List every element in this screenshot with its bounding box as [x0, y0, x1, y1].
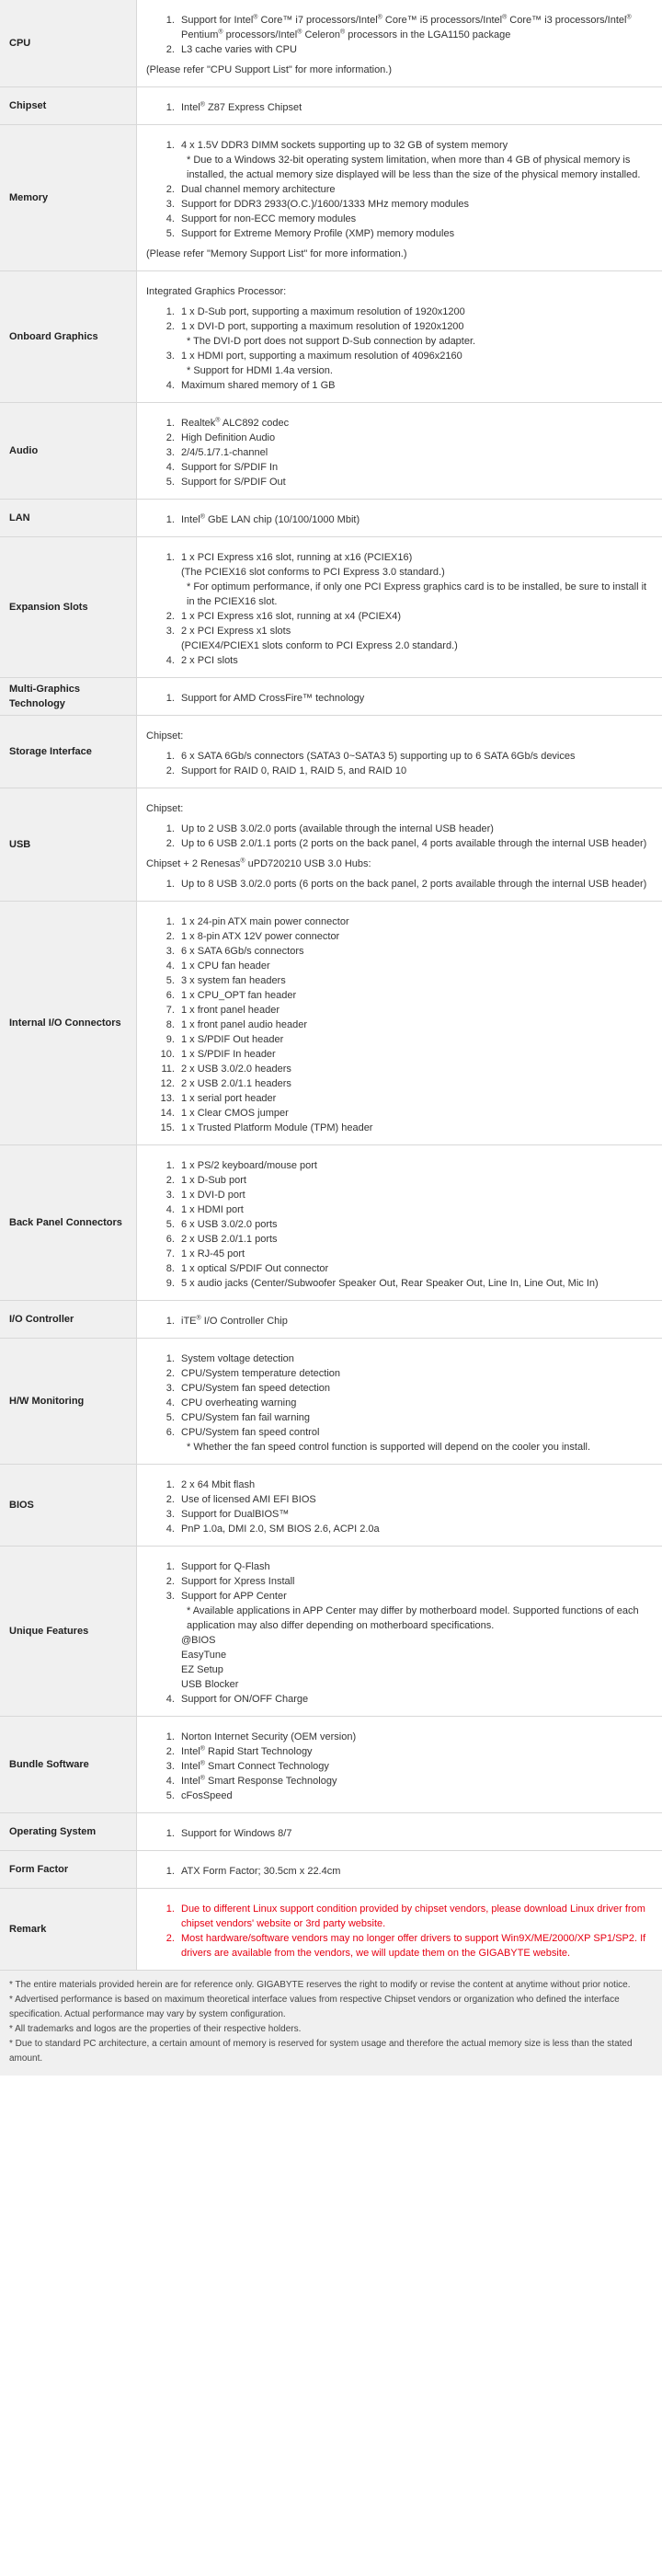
spec-paragraph: Integrated Graphics Processor:: [146, 286, 287, 297]
spec-list-item: 4. PnP 1.0a, DMI 2.0, SM BIOS 2.6, ACPI 2.0a: [177, 1522, 651, 1536]
spec-row-audio: [0, 403, 662, 500]
spec-list-item: 6. CPU/System fan speed control * Whether the fan speed control function is supported will depend on the cooler you install.: [177, 1425, 651, 1455]
spec-list: [146, 305, 651, 393]
footnote: * All trademarks and logos are the properties of their respective holders.: [9, 2024, 302, 2034]
spec-list-item: 4. Maximum shared memory of 1 GB: [177, 378, 651, 393]
spec-list-item: 6. 2 x USB 2.0/1.1 ports: [177, 1232, 651, 1247]
spec-value-bios: [137, 1465, 662, 1547]
spec-list-item: 2. 1 x 8-pin ATX 12V power connector: [177, 929, 651, 944]
spec-row-onboard-graphics: [0, 271, 662, 403]
spec-list-item: 7. 1 x RJ-45 port: [177, 1247, 651, 1261]
spec-label-bios: BIOS: [0, 1465, 137, 1547]
spec-list: [146, 822, 651, 851]
spec-list-item: 4. 2 x PCI slots: [177, 653, 651, 668]
spec-label-lan: LAN: [0, 500, 137, 537]
spec-list: [146, 1826, 651, 1841]
spec-list: [146, 749, 651, 778]
spec-list-item: 3. 1 x DVI-D port: [177, 1188, 651, 1202]
spec-list-item: 5. Support for Extreme Memory Profile (XMP) memory modules: [177, 226, 651, 241]
spec-list-item: 1. 1 x 24-pin ATX main power connector: [177, 914, 651, 929]
spec-list-item: 2. Dual channel memory architecture: [177, 182, 651, 197]
spec-label-i-o-controller: I/O Controller: [0, 1301, 137, 1339]
spec-label-remark: Remark: [0, 1889, 137, 1971]
spec-row-remark: [0, 1889, 662, 1971]
spec-list: [146, 138, 651, 241]
spec-list-item: 1. 1 x PS/2 keyboard/mouse port: [177, 1158, 651, 1173]
spec-list-item: 1. Intel® Z87 Express Chipset: [177, 100, 651, 115]
spec-list-item: 2. CPU/System temperature detection: [177, 1366, 651, 1381]
spec-label-unique-features: Unique Features: [0, 1547, 137, 1717]
spec-row-h-w-monitoring: [0, 1339, 662, 1465]
spec-value-remark: [137, 1889, 662, 1971]
spec-list-item: 4. 1 x HDMI port: [177, 1202, 651, 1217]
spec-list-item: 1. Realtek® ALC892 codec: [177, 416, 651, 431]
spec-value-lan: [137, 500, 662, 537]
spec-list: [146, 1351, 651, 1455]
spec-label-back-panel-connectors: Back Panel Connectors: [0, 1145, 137, 1301]
spec-value-storage-interface: [137, 716, 662, 788]
spec-list: [146, 1730, 651, 1803]
spec-list-item: 4. Support for ON/OFF Charge: [177, 1692, 651, 1707]
spec-list-item: 12. 2 x USB 2.0/1.1 headers: [177, 1076, 651, 1091]
spec-label-form-factor: Form Factor: [0, 1851, 137, 1889]
spec-list-item: 3. Support for DualBIOS™: [177, 1507, 651, 1522]
spec-list-item: 3. 1 x HDMI port, supporting a maximum resolution of 4096x2160 * Support for HDMI 1.4a version.: [177, 349, 651, 378]
spec-row-bundle-software: [0, 1717, 662, 1813]
spec-list-item: 2. L3 cache varies with CPU: [177, 42, 651, 57]
spec-label-h-w-monitoring: H/W Monitoring: [0, 1339, 137, 1465]
spec-row-bios: [0, 1465, 662, 1547]
footnotes: [0, 1971, 662, 2076]
spec-label-usb: USB: [0, 788, 137, 902]
spec-list: [146, 550, 651, 668]
spec-list-item: 2. Intel® Rapid Start Technology: [177, 1744, 651, 1759]
spec-list-item: 1. ATX Form Factor; 30.5cm x 22.4cm: [177, 1864, 651, 1879]
footnote: * Due to standard PC architecture, a certain amount of memory is reserved for system usage and therefore the actual memory size is less than the stated amount.: [9, 2039, 633, 2064]
spec-list: [146, 691, 651, 706]
spec-list-item: 5. cFosSpeed: [177, 1788, 651, 1803]
spec-list-item: 1. Support for AMD CrossFire™ technology: [177, 691, 651, 706]
spec-list-item: 1. Norton Internet Security (OEM version): [177, 1730, 651, 1744]
spec-label-expansion-slots: Expansion Slots: [0, 537, 137, 678]
spec-label-storage-interface: Storage Interface: [0, 716, 137, 788]
spec-list-item: 5. CPU/System fan fail warning: [177, 1410, 651, 1425]
spec-row-memory: [0, 125, 662, 271]
spec-list-item: 1. System voltage detection: [177, 1351, 651, 1366]
spec-list-item: 4. Support for S/PDIF In: [177, 460, 651, 475]
spec-row-multi-graphics-technology: [0, 678, 662, 716]
spec-list-item: 4. 1 x CPU fan header: [177, 959, 651, 973]
spec-list-item: 9. 1 x S/PDIF Out header: [177, 1032, 651, 1047]
spec-list-item: 2. Support for Xpress Install: [177, 1574, 651, 1589]
spec-label-bundle-software: Bundle Software: [0, 1717, 137, 1813]
spec-list-item: 1. Intel® GbE LAN chip (10/100/1000 Mbit): [177, 512, 651, 527]
spec-paragraph: Chipset:: [146, 803, 184, 814]
spec-list-item: 1. 2 x 64 Mbit flash: [177, 1478, 651, 1492]
spec-list-item: 8. 1 x front panel audio header: [177, 1018, 651, 1032]
spec-list: [146, 13, 651, 57]
spec-list-item: 3. 2/4/5.1/7.1-channel: [177, 445, 651, 460]
spec-list: [146, 512, 651, 527]
spec-value-operating-system: [137, 1813, 662, 1851]
spec-list: [146, 1864, 651, 1879]
spec-list-item: 3. Support for DDR3 2933(O.C.)/1600/1333 MHz memory modules: [177, 197, 651, 212]
spec-row-i-o-controller: [0, 1301, 662, 1339]
spec-row-form-factor: [0, 1851, 662, 1889]
spec-list-item: 1. Up to 8 USB 3.0/2.0 ports (6 ports on the back panel, 2 ports available through the internal USB header): [177, 877, 651, 891]
spec-list-item: 1. iTE® I/O Controller Chip: [177, 1314, 651, 1328]
spec-row-lan: [0, 500, 662, 537]
spec-list-item: 9. 5 x audio jacks (Center/Subwoofer Speaker Out, Rear Speaker Out, Line In, Line Out, Mic In): [177, 1276, 651, 1291]
spec-list: [146, 416, 651, 489]
spec-list-item: 7. 1 x front panel header: [177, 1003, 651, 1018]
spec-list-item: 4. CPU overheating warning: [177, 1396, 651, 1410]
spec-list-item: 15. 1 x Trusted Platform Module (TPM) header: [177, 1121, 651, 1135]
spec-list-item: 3. Intel® Smart Connect Technology: [177, 1759, 651, 1774]
spec-row-storage-interface: [0, 716, 662, 788]
spec-label-audio: Audio: [0, 403, 137, 500]
spec-value-h-w-monitoring: [137, 1339, 662, 1465]
spec-list-item: 1. Support for Intel® Core™ i7 processors/Intel® Core™ i5 processors/Intel® Core™ i3 processors/Intel® Pentium® processors/Intel® Celeron® processors in the LGA1150 package: [177, 13, 651, 42]
spec-list-item: 1. Support for Windows 8/7: [177, 1826, 651, 1841]
spec-label-memory: Memory: [0, 125, 137, 271]
spec-paragraph: (Please refer "CPU Support List" for more information.): [146, 64, 393, 75]
spec-row-expansion-slots: [0, 537, 662, 678]
spec-row-chipset: [0, 87, 662, 125]
spec-list-item: 5. Support for S/PDIF Out: [177, 475, 651, 489]
spec-value-chipset: [137, 87, 662, 125]
spec-list: [146, 877, 651, 891]
spec-row-cpu: [0, 0, 662, 87]
spec-value-form-factor: [137, 1851, 662, 1889]
spec-paragraph: Chipset:: [146, 730, 184, 742]
spec-list-item: 4. Intel® Smart Response Technology: [177, 1774, 651, 1788]
spec-list: [146, 1902, 651, 1961]
spec-value-audio: [137, 403, 662, 500]
spec-list-item: 6. 1 x CPU_OPT fan header: [177, 988, 651, 1003]
spec-list-item: 1. Support for Q-Flash: [177, 1559, 651, 1574]
spec-value-unique-features: [137, 1547, 662, 1717]
spec-list-item: 2. High Definition Audio: [177, 431, 651, 445]
spec-value-memory: [137, 125, 662, 271]
spec-list: [146, 1158, 651, 1291]
spec-label-multi-graphics-technology: Multi-Graphics Technology: [0, 678, 137, 716]
spec-list-item: 2. 1 x DVI-D port, supporting a maximum resolution of 1920x1200 * The DVI-D port does not support D-Sub connection by adapter.: [177, 319, 651, 349]
spec-value-i-o-controller: [137, 1301, 662, 1339]
spec-label-internal-i-o-connectors: Internal I/O Connectors: [0, 902, 137, 1145]
spec-list-item: 2. Up to 6 USB 2.0/1.1 ports (2 ports on the back panel, 4 ports available through the internal USB header): [177, 836, 651, 851]
spec-list: [146, 100, 651, 115]
spec-list-item: 3. 2 x PCI Express x1 slots (PCIEX4/PCIEX1 slots conform to PCI Express 2.0 standard.): [177, 624, 651, 653]
spec-list-item: 14. 1 x Clear CMOS jumper: [177, 1106, 651, 1121]
spec-row-internal-i-o-connectors: [0, 902, 662, 1145]
spec-list-item: 2. 1 x D-Sub port: [177, 1173, 651, 1188]
spec-list-item: 3. Support for APP Center * Available applications in APP Center may differ by motherboard model. Supported functions of each application may also differ depending on motherboard specifications. @BIOS EasyTune EZ Setup USB Blocker: [177, 1589, 651, 1692]
spec-list: [146, 1314, 651, 1328]
footnote: * The entire materials provided herein are for reference only. GIGABYTE reserves the right to modify or revise the content at anytime without prior notice.: [9, 1980, 631, 1990]
spec-list-item: 5. 3 x system fan headers: [177, 973, 651, 988]
spec-value-back-panel-connectors: [137, 1145, 662, 1301]
spec-list-item: 2. Support for RAID 0, RAID 1, RAID 5, and RAID 10: [177, 764, 651, 778]
spec-list-item: 1. 1 x PCI Express x16 slot, running at x16 (PCIEX16) (The PCIEX16 slot conforms to PCI Express 3.0 standard.) * For optimum performance, if only one PCI Express graphics card is to be installed, be sure to install it in the PCIEX16 slot.: [177, 550, 651, 609]
spec-paragraph: (Please refer "Memory Support List" for more information.): [146, 248, 407, 259]
spec-row-back-panel-connectors: [0, 1145, 662, 1301]
footnote: * Advertised performance is based on maximum theoretical interface values from respective Chipset vendors or organization who defined the interface specification. Actual performance may vary by system configuration.: [9, 1995, 620, 2019]
spec-list: [146, 1478, 651, 1536]
spec-paragraph: Chipset + 2 Renesas® uPD720210 USB 3.0 Hubs:: [146, 857, 371, 869]
spec-label-operating-system: Operating System: [0, 1813, 137, 1851]
spec-value-multi-graphics-technology: [137, 678, 662, 716]
spec-value-internal-i-o-connectors: [137, 902, 662, 1145]
spec-value-usb: [137, 788, 662, 902]
spec-list-item: 1. Due to different Linux support condition provided by chipset vendors, please download Linux driver from chipset vendors' website or 3rd party website.: [177, 1902, 651, 1931]
spec-list-item: 3. 6 x SATA 6Gb/s connectors: [177, 944, 651, 959]
spec-list-item: 2. 1 x PCI Express x16 slot, running at x4 (PCIEX4): [177, 609, 651, 624]
spec-list-item: 1. 1 x D-Sub port, supporting a maximum resolution of 1920x1200: [177, 305, 651, 319]
spec-value-expansion-slots: [137, 537, 662, 678]
spec-list-item: 11. 2 x USB 3.0/2.0 headers: [177, 1062, 651, 1076]
spec-list-item: 2. Use of licensed AMI EFI BIOS: [177, 1492, 651, 1507]
spec-label-onboard-graphics: Onboard Graphics: [0, 271, 137, 403]
spec-value-cpu: [137, 0, 662, 87]
spec-list-item: 5. 6 x USB 3.0/2.0 ports: [177, 1217, 651, 1232]
spec-list-item: 10. 1 x S/PDIF In header: [177, 1047, 651, 1062]
spec-list-item: 2. Most hardware/software vendors may no longer offer drivers to support Win9X/ME/2000/XP SP1/SP2. If drivers are available from the vendors, we will update them on the GIGABYTE website.: [177, 1931, 651, 1961]
spec-list-item: 8. 1 x optical S/PDIF Out connector: [177, 1261, 651, 1276]
spec-value-bundle-software: [137, 1717, 662, 1813]
spec-label-cpu: CPU: [0, 0, 137, 87]
spec-list: [146, 914, 651, 1135]
spec-list-item: 1. 4 x 1.5V DDR3 DIMM sockets supporting up to 32 GB of system memory * Due to a Windows 32-bit operating system limitation, when more than 4 GB of physical memory is installed, the actual memory size displayed will be less than the size of the physical memory installed.: [177, 138, 651, 182]
spec-row-usb: [0, 788, 662, 902]
spec-list-item: 3. CPU/System fan speed detection: [177, 1381, 651, 1396]
spec-list-item: 4. Support for non-ECC memory modules: [177, 212, 651, 226]
spec-row-unique-features: [0, 1547, 662, 1717]
spec-list-item: 1. Up to 2 USB 3.0/2.0 ports (available through the internal USB header): [177, 822, 651, 836]
spec-list-item: 1. 6 x SATA 6Gb/s connectors (SATA3 0~SATA3 5) supporting up to 6 SATA 6Gb/s devices: [177, 749, 651, 764]
spec-row-operating-system: [0, 1813, 662, 1851]
spec-list-item: 13. 1 x serial port header: [177, 1091, 651, 1106]
spec-list: [146, 1559, 651, 1707]
spec-label-chipset: Chipset: [0, 87, 137, 125]
spec-value-onboard-graphics: [137, 271, 662, 403]
